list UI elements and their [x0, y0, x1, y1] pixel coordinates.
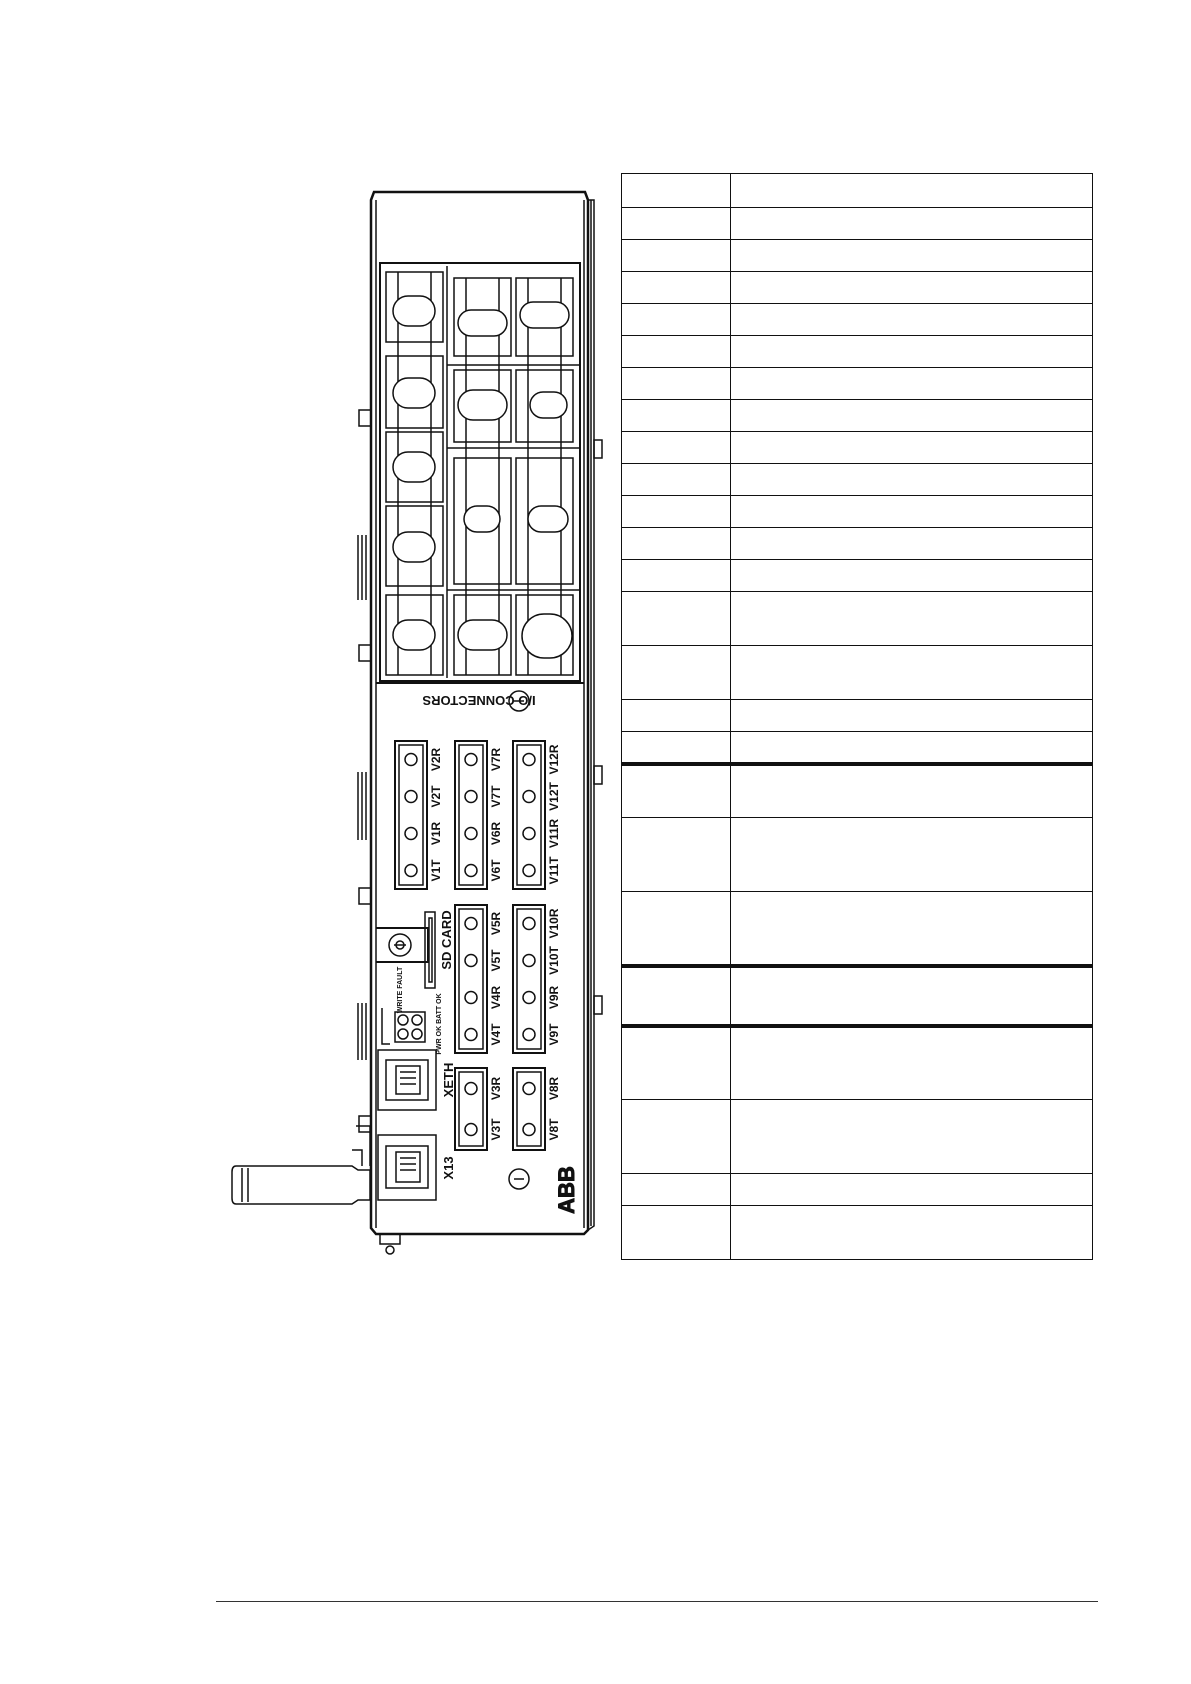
fiber-port	[405, 828, 417, 840]
xeth-label: XETH	[441, 1062, 456, 1098]
legend-cell	[622, 464, 731, 496]
fiber-port-label: V4R	[489, 985, 503, 1010]
fiber-port	[465, 791, 477, 803]
legend-cell	[731, 892, 1093, 966]
legend-row	[622, 1026, 1093, 1100]
fiber-strip	[395, 741, 443, 889]
legend-cell	[622, 892, 731, 966]
legend-cell	[731, 1206, 1093, 1260]
sd-card-slot	[376, 912, 435, 988]
io-terminal-blocks-left	[386, 272, 443, 675]
fiber-port-label: V12R	[547, 744, 561, 775]
fiber-port	[465, 955, 477, 967]
legend-cell	[622, 592, 731, 646]
x13-label: X13	[441, 1156, 456, 1180]
fiber-port-label: V8T	[547, 1118, 561, 1141]
fiber-strip	[455, 1068, 503, 1150]
legend-row	[622, 496, 1093, 528]
legend-row	[622, 646, 1093, 700]
legend-row	[622, 818, 1093, 892]
legend-cell	[731, 272, 1093, 304]
legend-cell	[731, 496, 1093, 528]
fiber-port	[523, 1124, 535, 1136]
legend-cell	[731, 432, 1093, 464]
legend-row	[622, 400, 1093, 432]
legend-cell	[622, 240, 731, 272]
legend-row	[622, 208, 1093, 240]
legend-cell	[622, 528, 731, 560]
fiber-port	[523, 955, 535, 967]
sd-card-label: SD CARD	[439, 910, 454, 970]
fiber-port-label: V2R	[429, 747, 443, 772]
legend-cell	[731, 764, 1093, 818]
legend-row	[622, 240, 1093, 272]
fiber-port	[465, 1083, 477, 1095]
legend-row	[622, 892, 1093, 966]
bottom-foot	[380, 1234, 400, 1254]
fiber-port-label: V1R	[429, 821, 443, 846]
footer-rule	[216, 1601, 1098, 1602]
abb-logo: ABB	[554, 1166, 579, 1214]
fiber-port	[405, 754, 417, 766]
fiber-port-label: V6R	[489, 821, 503, 846]
fiber-strip	[455, 905, 503, 1053]
legend-cell	[622, 818, 731, 892]
fiber-port	[523, 754, 535, 766]
fiber-port-label: V4T	[489, 1023, 503, 1046]
legend-cell	[731, 304, 1093, 336]
legend-cell	[622, 496, 731, 528]
legend-cell	[731, 1174, 1093, 1206]
fiber-port-label: V3R	[489, 1076, 503, 1101]
fiber-port-label: V10T	[547, 946, 561, 975]
legend-cell	[731, 464, 1093, 496]
fiber-port	[465, 828, 477, 840]
legend-row	[622, 764, 1093, 818]
fiber-port	[465, 754, 477, 766]
legend-cell	[622, 1206, 731, 1260]
legend-cell	[731, 592, 1093, 646]
legend-cell	[731, 336, 1093, 368]
fiber-port-label: V5T	[489, 949, 503, 972]
fiber-port	[465, 865, 477, 877]
legend-cell	[622, 208, 731, 240]
ethernet-port-x13	[378, 1135, 436, 1200]
fiber-port-label: V9T	[547, 1023, 561, 1046]
fiber-strip	[513, 1068, 561, 1150]
legend-cell	[731, 732, 1093, 764]
legend-row	[622, 528, 1093, 560]
legend-row	[622, 1100, 1093, 1174]
fiber-port	[523, 918, 535, 930]
fiber-port	[523, 992, 535, 1004]
legend-cell	[731, 560, 1093, 592]
legend-row	[622, 1206, 1093, 1260]
legend-cell	[731, 528, 1093, 560]
fiber-strip	[513, 905, 561, 1053]
pwr-batt-label: PWR OK BATT OK	[436, 993, 443, 1055]
fiber-port-label: V1T	[429, 859, 443, 882]
right-mounting-tabs	[594, 440, 602, 1014]
fiber-port	[523, 828, 535, 840]
fiber-port	[465, 1029, 477, 1041]
legend-cell	[622, 1174, 731, 1206]
fiber-port-label: V11R	[547, 818, 561, 849]
legend-cell	[622, 336, 731, 368]
legend-row	[622, 1174, 1093, 1206]
left-mounting-tabs	[358, 410, 371, 1132]
fiber-port	[523, 865, 535, 877]
legend-cell	[731, 966, 1093, 1026]
legend-cell	[731, 646, 1093, 700]
legend-cell	[731, 240, 1093, 272]
legend-cell	[731, 1100, 1093, 1174]
legend-row	[622, 592, 1093, 646]
legend-row	[622, 560, 1093, 592]
fiber-port-label: V8R	[547, 1076, 561, 1101]
legend-cell	[731, 174, 1093, 208]
legend-cell	[622, 368, 731, 400]
legend-cell	[731, 818, 1093, 892]
fiber-port	[405, 791, 417, 803]
legend-cell	[622, 174, 731, 208]
io-connectors-label: I/O CONNECTORS	[422, 693, 536, 708]
fiber-port-label: V9R	[547, 985, 561, 1010]
legend-cell	[622, 700, 731, 732]
cable-connector-plug	[232, 1126, 370, 1204]
fiber-strip	[455, 741, 503, 889]
fiber-strip	[513, 741, 561, 889]
legend-cell	[731, 400, 1093, 432]
legend-cell	[622, 272, 731, 304]
fiber-port	[465, 992, 477, 1004]
legend-row	[622, 700, 1093, 732]
legend-cell	[622, 1026, 731, 1100]
io-terminal-blocks-right	[454, 278, 573, 675]
fiber-port-label: V10R	[547, 908, 561, 939]
fiber-port	[523, 1083, 535, 1095]
fiber-port-label: V11T	[547, 856, 561, 885]
legend-table	[621, 173, 1093, 1260]
fiber-port	[465, 918, 477, 930]
fiber-port-label: V7R	[489, 747, 503, 772]
legend-row	[622, 174, 1093, 208]
write-fault-label: WRITE FAULT	[397, 966, 404, 1014]
legend-cell	[731, 1026, 1093, 1100]
fiber-port-label: V3T	[489, 1118, 503, 1141]
legend-cell	[622, 966, 731, 1026]
legend-row	[622, 336, 1093, 368]
fiber-port-label: V2T	[429, 785, 443, 808]
legend-cell	[731, 368, 1093, 400]
legend-row	[622, 368, 1093, 400]
legend-cell	[622, 1100, 731, 1174]
fiber-port	[523, 791, 535, 803]
legend-row	[622, 432, 1093, 464]
legend-cell	[731, 700, 1093, 732]
fiber-port-label: V6T	[489, 859, 503, 882]
legend-row	[622, 304, 1093, 336]
legend-row	[622, 272, 1093, 304]
legend-cell	[622, 764, 731, 818]
legend-cell	[622, 646, 731, 700]
fiber-port-label: V7T	[489, 785, 503, 808]
legend-cell	[622, 400, 731, 432]
legend-cell	[622, 732, 731, 764]
legend-cell	[622, 432, 731, 464]
fiber-port-label: V5R	[489, 911, 503, 936]
legend-row	[622, 732, 1093, 764]
fiber-port	[465, 1124, 477, 1136]
legend-row	[622, 464, 1093, 496]
legend-cell	[622, 304, 731, 336]
legend-row	[622, 966, 1093, 1026]
legend-cell	[622, 560, 731, 592]
fiber-port	[405, 865, 417, 877]
fiber-port	[523, 1029, 535, 1041]
legend-cell	[731, 208, 1093, 240]
fiber-port-label: V12T	[547, 782, 561, 811]
ethernet-port-xeth	[378, 1050, 436, 1110]
